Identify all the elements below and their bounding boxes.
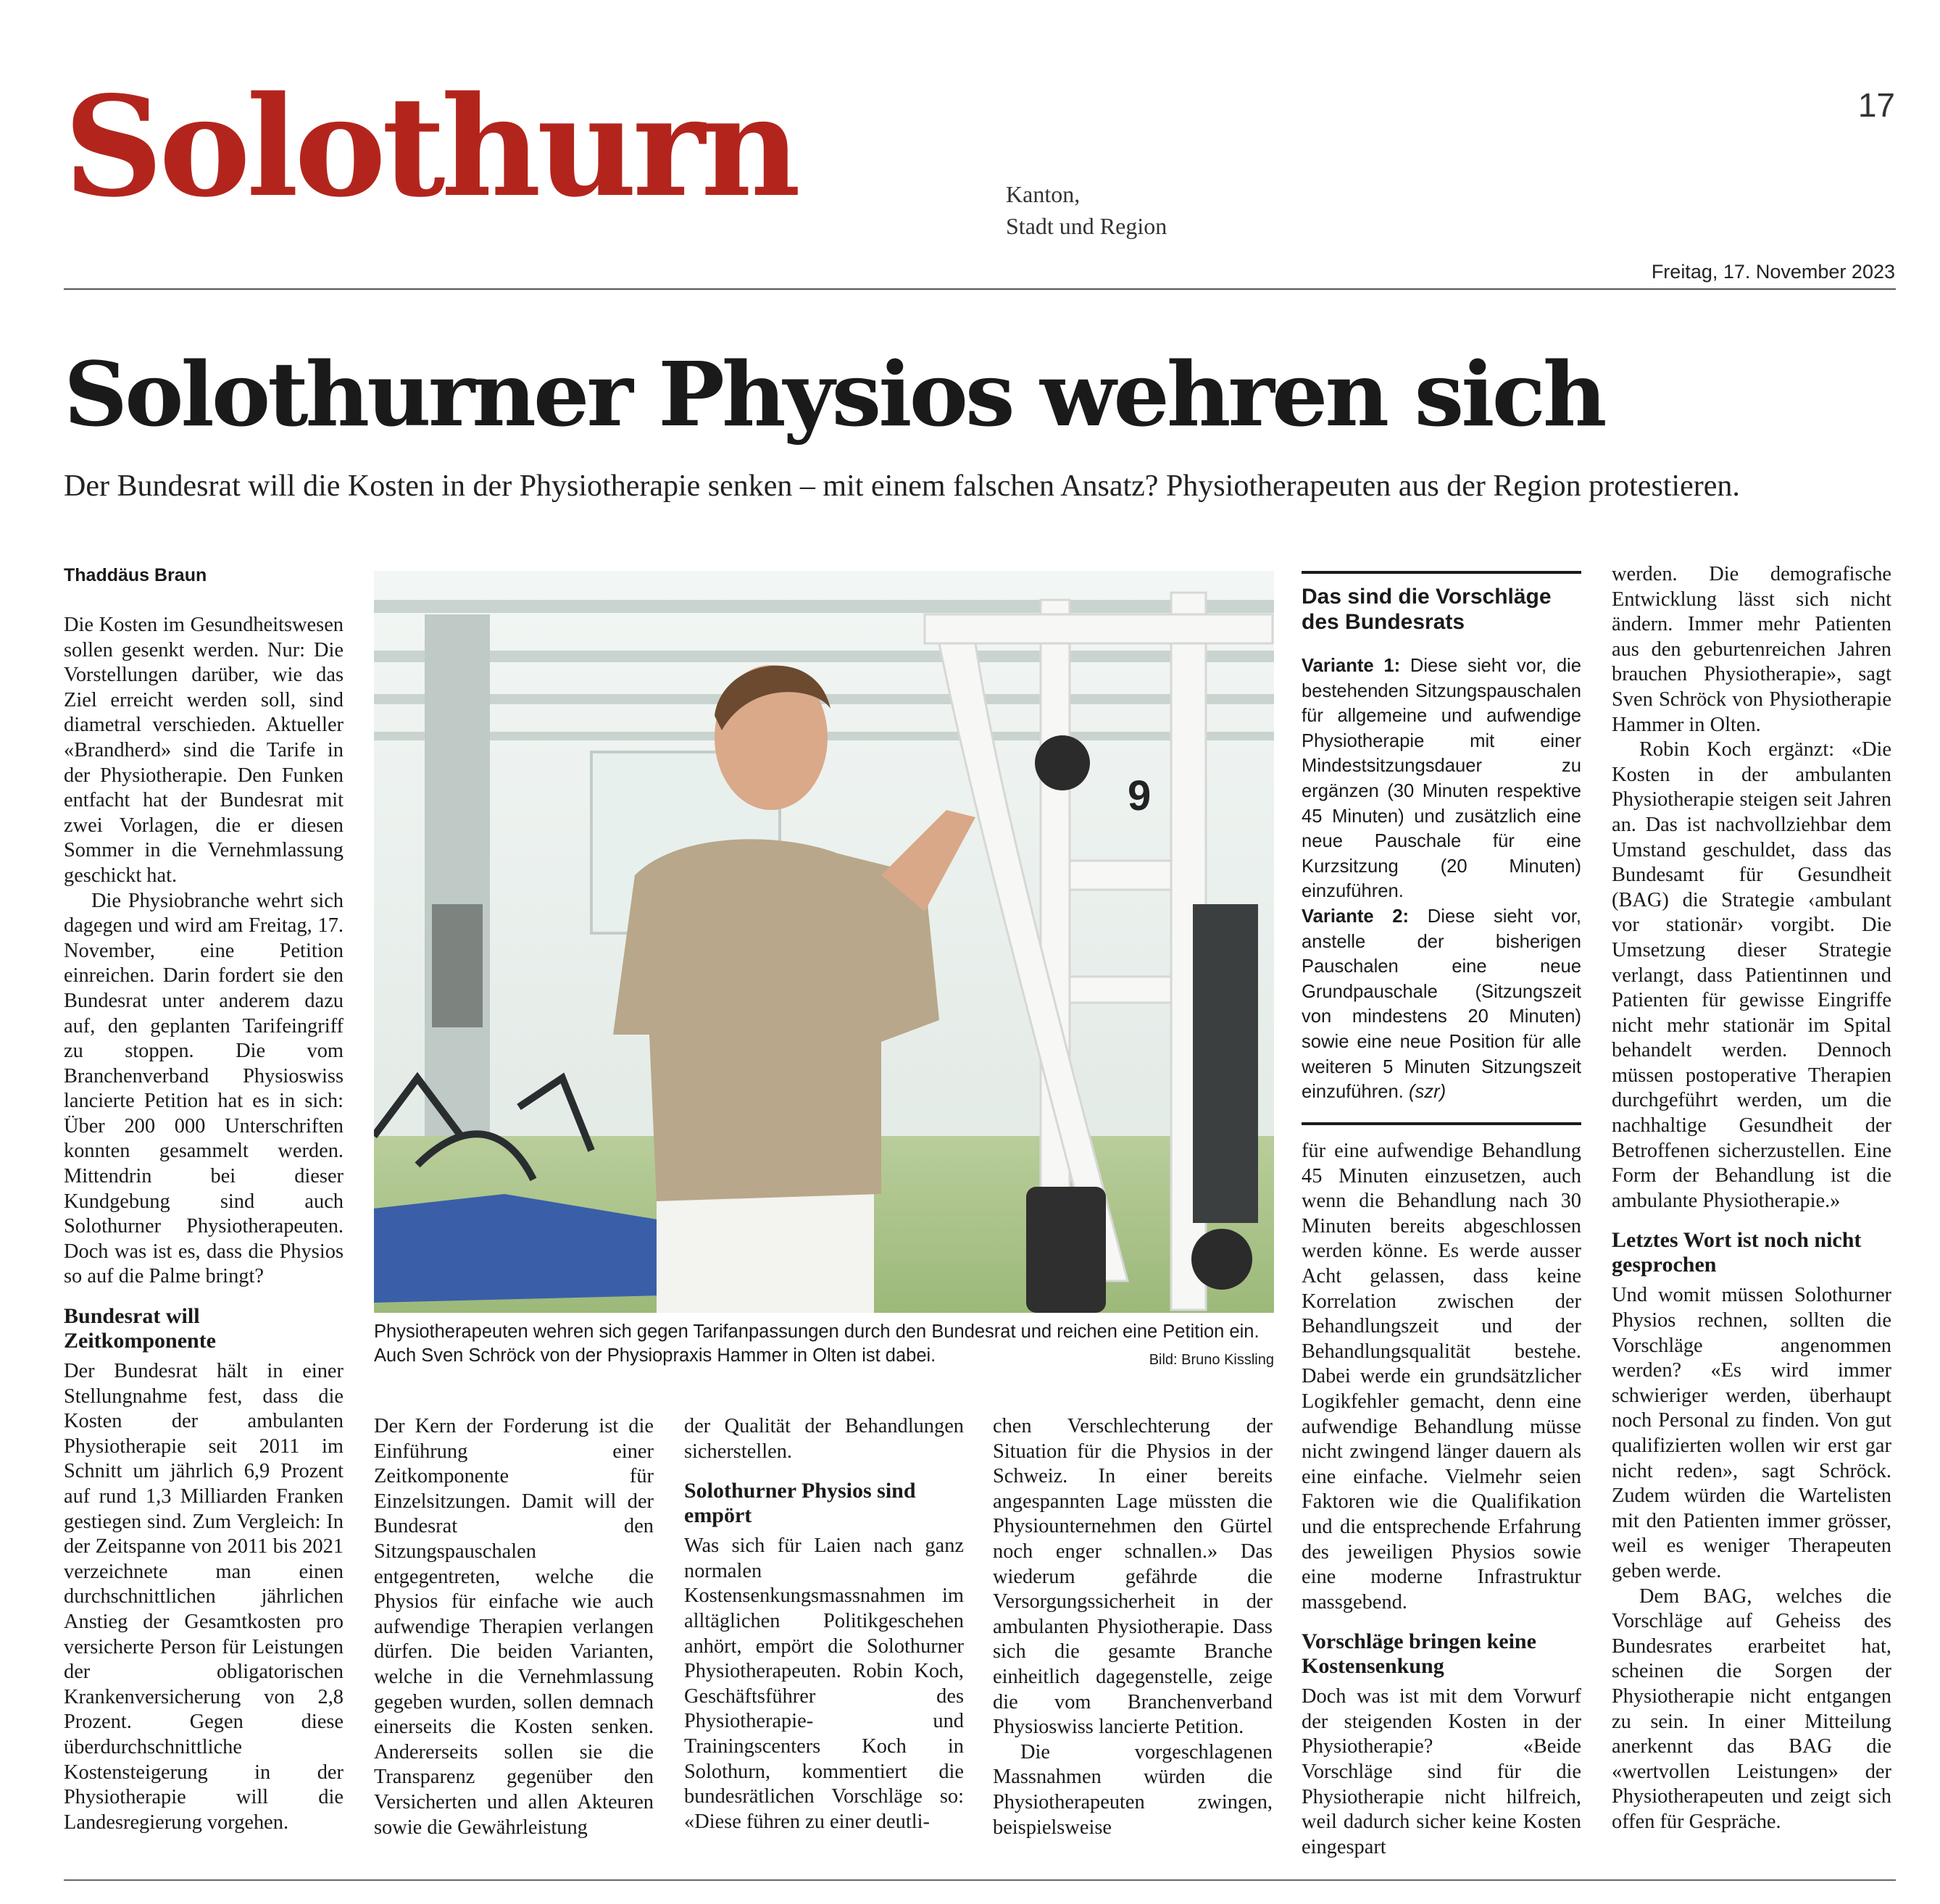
text-column-2 [374,1414,654,1840]
pillar [425,614,490,1179]
photo-illustration [374,571,1274,1313]
section-title: Solothurn [64,66,797,227]
pulley [1035,735,1090,790]
machine-number: 9 [1128,772,1152,819]
paragraph: Der Bundesrat hält in einer Stellungnahme fest, dass die Kosten der ambulanten Physiotherapie seit 2011 im Schnitt um jährlich 6,9 Prozent auf rund 1,3 Milliarden Franken gestiegen sind. Zum Vergleich: In der Zeitspanne von 2011 bis 2021 verzeichnete man einen durchschnittlichen jährlichen Anstieg der Gesamtkosten pro versicherte Person für Leistungen der obligatorischen Krankenversicherung von 2,8 Prozent. Gegen diese überdurchschnittliche Kostensteigerung in der Physiotherapie will die Landesregierung vorgehen. [64,1360,344,1834]
article-deck: Der Bundesrat will die Kosten in der Physiotherapie senken – mit einem falschen Ansatz? Physiotherapeuten aus der Region protestieren. [64,469,1740,503]
section-subtitle-line2: Stadt und Region [1006,213,1167,239]
section-subtitle [1006,178,1167,242]
paragraph: Dem BAG, welches die Vorschläge auf Geheiss des Bundesrates erarbeitet hat, scheinen die Sorgen der Physiotherapie nicht entgangen zu sein. In einer Mitteilung anerkennt das BAG die «wertvollen Leistungen» der Physiotherapeuten und zeigt sich offen für Gespräche. [1612,1584,1891,1833]
article-headline: Solothurner Physios wehren sich [64,342,1604,446]
subheading: Solothurner Physios sind empört [684,1479,916,1528]
photo-credit: Bild: Bruno Kissling [1149,1352,1274,1368]
machine-seat [1026,1187,1106,1313]
subheading: Vorschläge bringen keine Kostensenkung [1302,1629,1536,1679]
variant-label: Variante 2: [1302,906,1410,927]
issue-date: Freitag, 17. November 2023 [1651,261,1895,283]
paragraph: Der Kern der Forderung ist die Einführung einer Zeitkomponente für Einzelsitzungen. Damit will der Bundesrat den Sitzungspauschalen entgegentreten, welche die Physios für einfache wie auch aufwendige Therapien verlangen dürfen. Die beiden Varianten, welche in die Vernehmlassung gegeben wurden, sollen demnach einerseits die Kosten senken. Andererseits sollen sie die Transparenz gegenüber den Versicherten und allen Akteuren sowie die Gewährleistung [374,1415,654,1839]
paragraph: Doch was ist mit dem Vorwurf der steigenden Kosten in der Physiotherapie? «Beide Vorschläge sind für die Physiotherapie nicht hilfreich, weil dadurch sicher keine Kosten eingespart [1302,1685,1581,1858]
caption-text: Physiotherapeuten wehren sich gegen Tarifanpassungen durch den Bundesrat und reichen eine Petition ein. Auch Sven Schröck von der Physiopraxis Hammer in Olten ist dabei. [374,1321,1260,1366]
article-byline: Thaddäus Braun [64,565,207,585]
infobox-title: Das sind die Vorschläge des Bundesrats [1302,585,1552,634]
text-column-5 [1302,1139,1581,1860]
photo-caption [374,1320,1274,1372]
subheading: Bundesrat will Zeitkomponente [64,1304,216,1353]
paragraph: Die Physiobranche wehrt sich dagegen und wird am Freitag, 17. November, eine Petition einreichen. Darin fordert sie den Bundesrat unter anderem dazu auf, den geplanten Tarifeingriff zu stoppen. Die vom Branchenverband Physioswiss lancierte Petition hat es in sich: Über 200 000 Unterschriften konnten gesammelt werden. Mittendrin bei dieser Kundgebung sind auch Solothurner Physiotherapeuten. Doch was ist es, dass die Physios so auf die Palme bringt? [64,889,344,1288]
page-bottom-divider [64,1879,1896,1881]
variant-label: Variante 1: [1302,656,1401,676]
article-photo [374,571,1274,1313]
infobox [1302,571,1581,1125]
notice-board [432,904,483,1027]
pulley [1191,1229,1252,1290]
paragraph: der Qualität der Behandlungen sicherstellen. [684,1415,964,1463]
paragraph: Die vorgeschlagenen Massnahmen würden die Physiotherapeuten zwingen, beispielsweise [993,1740,1273,1839]
paragraph: Und womit müssen Solothurner Physios rechnen, sollten die Vorschläge angenommen werden? «Es wird immer schwieriger werden, überhaupt noch Personal zu finden. Von gut qualifizierten wollen wir erst gar nicht reden», sagt Schröck. Zudem würden die Wartelisten mit den Patienten immer grösser, weil es weniger Therapeuten geben werde. [1612,1284,1891,1582]
infobox-variant-2 [1302,904,1581,1105]
variant-text: Diese sieht vor, die bestehenden Sitzungspauschalen für allgemeine und aufwendige Physiotherapie mit einer Mindestsitzungsdauer zu ergänzen (30 Minuten respektive 45 Minuten) und zusätzlich eine neue Pauschale für eine Kurzsitzung (20 Minuten) einzuführen. [1302,656,1581,902]
paragraph: für eine aufwendige Behandlung 45 Minuten einzusetzen, auch wenn die Behandlung nach 30 Minuten bereits abgeschlossen werden könne. Es werde ausser Acht gelassen, dass keine Korrelation zwischen der Behandlungszeit und der Behandlungsqualität bestehe. Dabei werde ein grundsätzlicher Logikfehler gemacht, denn eine aufwendige Behandlung müsse nicht zwingend länger dauern als eine einfache. Vielmehr seien Faktoren wie die Qualifikation und die entsprechende Erfahrung des jeweiligen Physios sowie eine moderne Infrastruktur massgebend. [1302,1140,1581,1613]
infobox-variant-1 [1302,654,1581,904]
paragraph: Robin Koch ergänzt: «Die Kosten in der ambulanten Physiotherapie steigen seit Jahren an. Das ist nachvollziehbar dem Umstand geschuldet, dass das Bundesamt für Gesundheit (BAG) die Strategie ‹ambulant vor stationär› vorgibt. Die Umsetzung dieser Strategie verlangt, dass Patientinnen und Patienten für gewisse Eingriffe nicht mehr stationär im Spital behandelt werden. Dennoch müssen postoperative Therapien durchgeführt werden, um die nachhaltige Gesundheit der Betroffenen sicherzustellen. Eine Form der Behandlung ist die ambulante Physiotherapie.» [1612,738,1891,1212]
section-subtitle-line1: Kanton, [1006,181,1081,207]
paragraph: werden. Die demografische Entwicklung lässt sich nicht ändern. Immer mehr Patienten aus den geburtenreichen Jahren brauchen Physiotherapie», sagt Sven Schröck von Physiotherapie Hammer in Olten. [1612,563,1891,736]
text-column-1 [64,613,344,1835]
paragraph: Was sich für Laien nach ganz normalen Kostensenkungsmassnahmen im alltäglichen Politikgeschehen anhört, empört die Solothurner Physiotherapeuten. Robin Koch, Geschäftsführer des Physiotherapie- und Trainingscenters Koch in Solothurn, kommentiert die bundesrätlichen Vorschläge so: «Diese führen zu einer deutli- [684,1535,964,1833]
text-column-4 [993,1414,1273,1840]
paragraph: chen Verschlechterung der Situation für die Physios in der Schweiz. In einer bereits angespannten Lage müssten die Physiounternehmen den Gürtel noch enger schnallen.» Das wiederum gefährde die Versorgungssicherheit in der ambulanten Physiotherapie. Dass sich die gesamte Branche einheitlich dagegenstelle, zeige die vom Branchenverband Physioswiss lancierte Petition. [993,1415,1273,1739]
weight-stack [1193,904,1258,1223]
page-number: 17 [1857,86,1895,124]
subheading: Letztes Wort ist noch nicht gesprochen [1612,1228,1862,1277]
masthead-divider [64,288,1896,290]
paragraph: Die Kosten im Gesundheitswesen sollen gesenkt werden. Nur: Die Vorstellungen darüber, wie das Ziel erreicht werden soll, sind diametral verschieden. Aktueller «Brandherd» sind die Tarife in der Physiotherapie. Den Funken entfacht hat der Bundesrat mit zwei Vorlagen, die er diesen Sommer in die Vernehmlassung geschickt hat. [64,614,344,887]
author-initials: (szr) [1408,1082,1446,1103]
text-column-6 [1612,562,1891,1835]
text-column-3 [684,1414,964,1834]
variant-text: Diese sieht vor, anstelle der bisherigen Pauschalen eine neue Grundpauschale (Sitzungszeit von mindestens 20 Minuten) sowie eine neue Position für alle weiteren 5 Minuten Sitzungszeit einzuführen. [1302,906,1581,1103]
